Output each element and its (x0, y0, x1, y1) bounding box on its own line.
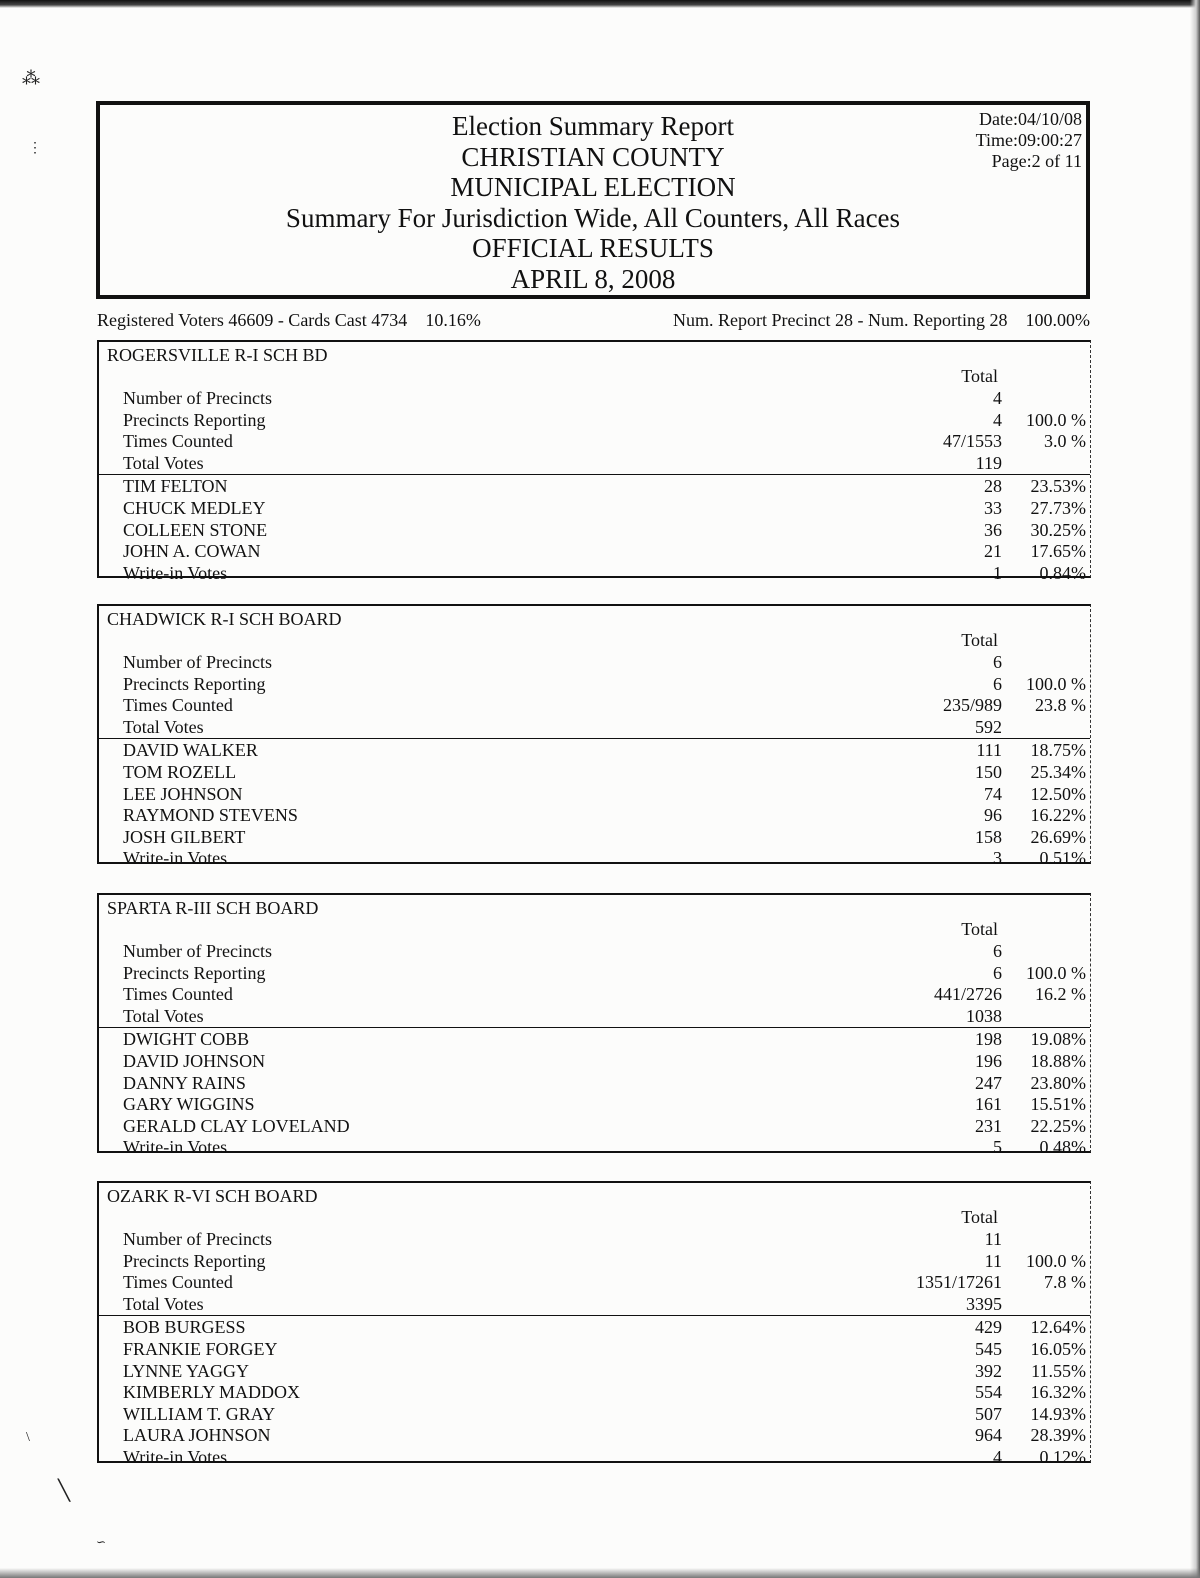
election-date: APRIL 8, 2008 (510, 263, 676, 294)
candidate-votes: 33 (984, 498, 1002, 518)
scan-speck: ╲ (58, 1480, 71, 1502)
scan-speck: \ (26, 1430, 30, 1445)
stat-label: Number of Precincts (123, 652, 272, 672)
stat-value: 47/1553 (942, 431, 1002, 452)
stat-value: 4 (993, 388, 1002, 408)
candidate-row (99, 1361, 1090, 1383)
candidate-votes: 196 (975, 1051, 1002, 1071)
stat-value: 3395 (966, 1293, 1002, 1314)
page-number: Page:2 of 11 (991, 151, 1082, 171)
candidate-votes: 5 (993, 1137, 1002, 1158)
candidate-row (99, 563, 1090, 585)
summary-scope: Summary For Jurisdiction Wide, All Counters, All Races (285, 202, 901, 233)
stat-value: 441/2726 (933, 984, 1002, 1005)
candidate-percent: 15.51% (1030, 1094, 1086, 1115)
candidate-percent: 12.50% (1030, 783, 1086, 804)
candidate-votes: 507 (975, 1403, 1002, 1424)
stat-value: 6 (993, 962, 1002, 983)
candidate-votes: 429 (975, 1317, 1002, 1338)
stat-row (99, 1006, 1090, 1028)
candidate-name: Write-in Votes (123, 562, 228, 583)
stat-value: 6 (993, 673, 1002, 694)
candidate-percent: 25.34% (1030, 762, 1086, 782)
stats-divider (99, 738, 1090, 739)
candidate-row (99, 541, 1090, 563)
candidate-name: LYNNE YAGGY (123, 1360, 250, 1381)
candidate-percent: 27.73% (1030, 498, 1086, 518)
candidate-name: TIM FELTON (123, 476, 228, 497)
candidate-percent: 23.53% (1030, 476, 1086, 497)
candidate-votes: 3 (993, 848, 1002, 869)
precincts-reporting-line (673, 310, 1090, 331)
election-name: MUNICIPAL ELECTION (450, 172, 736, 202)
stat-label: Times Counted (123, 1272, 233, 1293)
race-title: CHADWICK R-I SCH BOARD (107, 609, 342, 629)
stats-divider (99, 1027, 1090, 1028)
county-name: CHRISTIAN COUNTY (461, 141, 725, 172)
stat-row (99, 1251, 1090, 1273)
candidate-name: LAURA JOHNSON (123, 1425, 271, 1446)
stat-row (99, 695, 1090, 717)
candidate-row (99, 1447, 1090, 1469)
scan-edge-top (0, 0, 1200, 8)
scan-speck: ⋮ (28, 141, 42, 156)
candidate-votes: 161 (975, 1094, 1002, 1115)
stat-label: Precincts Reporting (123, 1250, 266, 1271)
stat-value: 119 (975, 452, 1002, 473)
stat-label: Number of Precincts (123, 388, 272, 408)
candidate-row (99, 784, 1090, 806)
stat-row (99, 941, 1090, 963)
registered-voters-text: Registered Voters 46609 - Cards Cast 4734 (97, 310, 408, 330)
stat-row (99, 717, 1090, 739)
candidate-percent: 0.48% (1039, 1137, 1086, 1158)
candidate-row (99, 1029, 1090, 1051)
stat-label: Times Counted (123, 984, 233, 1005)
candidate-name: LEE JOHNSON (123, 783, 243, 804)
stat-label: Total Votes (123, 716, 204, 737)
stat-row (99, 410, 1090, 432)
candidate-row (99, 498, 1090, 520)
race-title: OZARK R-VI SCH BOARD (107, 1186, 318, 1206)
candidate-row (99, 1073, 1090, 1095)
candidate-name: WILLIAM T. GRAY (123, 1403, 276, 1424)
candidate-votes: 28 (984, 476, 1002, 497)
candidate-row (99, 805, 1090, 827)
candidate-percent: 0.12% (1039, 1447, 1086, 1467)
scan-edge-bottom (0, 1568, 1200, 1578)
stat-label: Precincts Reporting (123, 409, 266, 430)
stat-row (99, 652, 1090, 674)
reporting-percent: 100.00% (1025, 310, 1090, 330)
race-title: ROGERSVILLE R-I SCH BD (107, 345, 328, 365)
stat-label: Precincts Reporting (123, 673, 266, 694)
stats-divider (99, 1315, 1090, 1316)
candidate-percent: 12.64% (1030, 1317, 1086, 1338)
candidate-row (99, 1317, 1090, 1339)
stat-percent: 100.0 % (1026, 1250, 1086, 1271)
stat-value: 235/989 (942, 695, 1002, 716)
candidate-name: Write-in Votes (123, 848, 228, 869)
candidate-votes: 545 (975, 1339, 1002, 1359)
race-table (97, 604, 1091, 869)
stat-label: Total Votes (123, 452, 204, 473)
race-table (97, 893, 1091, 1158)
candidate-percent: 28.39% (1030, 1425, 1086, 1446)
candidate-votes: 247 (975, 1072, 1002, 1093)
stat-percent: 23.8 % (1035, 695, 1086, 716)
stat-row (99, 431, 1090, 453)
candidate-name: DANNY RAINS (123, 1072, 246, 1093)
candidate-name: JOSH GILBERT (123, 826, 246, 847)
candidate-row (99, 1404, 1090, 1426)
candidate-name: CHUCK MEDLEY (123, 498, 266, 518)
candidate-votes: 96 (984, 805, 1002, 826)
candidate-row (99, 1051, 1090, 1073)
race-title: SPARTA R-III SCH BOARD (107, 898, 319, 918)
candidate-row (99, 1116, 1090, 1138)
candidate-votes: 1 (993, 562, 1002, 583)
stat-value: 4 (993, 409, 1002, 430)
candidate-votes: 554 (975, 1382, 1002, 1403)
candidate-name: RAYMOND STEVENS (123, 805, 298, 826)
candidate-votes: 231 (975, 1115, 1002, 1136)
stat-label: Times Counted (123, 431, 233, 452)
candidate-votes: 74 (984, 783, 1002, 804)
candidate-row (99, 848, 1090, 870)
candidate-name: JOHN A. COWAN (123, 541, 261, 562)
stat-row (99, 984, 1090, 1006)
stat-row (99, 674, 1090, 696)
candidate-votes: 150 (975, 762, 1002, 782)
results-status: OFFICIAL RESULTS (472, 233, 714, 263)
candidate-name: Write-in Votes (123, 1137, 228, 1158)
candidate-row (99, 1382, 1090, 1404)
total-column-header: Total (961, 919, 998, 939)
candidate-percent: 26.69% (1030, 826, 1086, 847)
candidate-percent: 19.08% (1030, 1029, 1086, 1050)
report-titles (100, 111, 1086, 294)
report-time: Time:09:00:27 (975, 130, 1082, 150)
candidate-row (99, 476, 1090, 498)
candidate-name: FRANKIE FORGEY (123, 1339, 278, 1359)
candidate-name: BOB BURGESS (123, 1317, 246, 1338)
candidate-percent: 16.22% (1030, 805, 1086, 826)
registered-voters-line (97, 310, 481, 331)
stat-value: 592 (975, 716, 1002, 737)
report-header-box (96, 101, 1090, 299)
candidate-name: DAVID WALKER (123, 740, 258, 761)
stat-percent: 100.0 % (1026, 409, 1086, 430)
stat-percent: 3.0 % (1044, 431, 1086, 452)
precincts-reporting-text: Num. Report Precinct 28 - Num. Reporting 28 (673, 310, 1008, 330)
stat-percent: 100.0 % (1026, 673, 1086, 694)
candidate-percent: 18.88% (1030, 1051, 1086, 1071)
stat-percent: 100.0 % (1026, 962, 1086, 983)
candidate-percent: 16.32% (1030, 1382, 1086, 1403)
candidate-percent: 11.55% (1031, 1360, 1086, 1381)
stats-divider (99, 474, 1090, 475)
candidate-votes: 21 (984, 541, 1002, 562)
candidate-row (99, 1425, 1090, 1447)
candidate-percent: 23.80% (1030, 1072, 1086, 1093)
stat-label: Precincts Reporting (123, 962, 266, 983)
candidate-percent: 22.25% (1030, 1115, 1086, 1136)
candidate-votes: 36 (984, 519, 1002, 540)
candidate-name: COLLEEN STONE (123, 519, 268, 540)
candidate-votes: 111 (976, 740, 1002, 761)
stat-row (99, 453, 1090, 475)
scan-speck: ∽ (96, 1535, 107, 1549)
stat-percent: 16.2 % (1035, 984, 1086, 1005)
stat-label: Total Votes (123, 1293, 204, 1314)
stat-value: 11 (984, 1250, 1002, 1271)
race-table (97, 1181, 1091, 1467)
candidate-name: KIMBERLY MADDOX (123, 1382, 301, 1403)
candidate-row (99, 1339, 1090, 1361)
candidate-row (99, 740, 1090, 762)
stat-row (99, 1229, 1090, 1251)
candidate-row (99, 1094, 1090, 1116)
total-column-header: Total (961, 366, 998, 386)
stat-percent: 7.8 % (1044, 1272, 1086, 1293)
candidate-percent: 0.51% (1039, 848, 1086, 869)
stat-row (99, 1272, 1090, 1294)
candidate-name: DAVID JOHNSON (123, 1051, 266, 1071)
stat-row (99, 963, 1090, 985)
candidate-percent: 17.65% (1030, 541, 1086, 562)
total-column-header: Total (961, 1207, 998, 1227)
candidate-votes: 392 (975, 1360, 1002, 1381)
stat-label: Number of Precincts (123, 1229, 272, 1249)
stat-value: 6 (993, 941, 1002, 961)
stat-value: 1351/17261 (915, 1272, 1002, 1293)
candidate-row (99, 520, 1090, 542)
candidate-percent: 14.93% (1030, 1403, 1086, 1424)
candidate-votes: 4 (993, 1447, 1002, 1467)
candidate-row (99, 1137, 1090, 1159)
total-column-header: Total (961, 630, 998, 650)
candidate-name: Write-in Votes (123, 1447, 228, 1467)
candidate-votes: 964 (975, 1425, 1002, 1446)
turnout-percent: 10.16% (425, 310, 481, 330)
candidate-name: DWIGHT COBB (123, 1029, 250, 1050)
stat-label: Total Votes (123, 1005, 204, 1026)
candidate-name: GARY WIGGINS (123, 1094, 255, 1115)
candidate-votes: 198 (975, 1029, 1002, 1050)
race-table (97, 340, 1091, 583)
stat-row (99, 388, 1090, 410)
candidate-percent: 0.84% (1039, 562, 1086, 583)
candidate-percent: 30.25% (1030, 519, 1086, 540)
report-date: Date:04/10/08 (979, 109, 1082, 129)
report-title: Election Summary Report (452, 111, 734, 141)
candidate-votes: 158 (975, 826, 1002, 847)
stat-value: 6 (993, 652, 1002, 672)
stat-value: 1038 (966, 1005, 1002, 1026)
candidate-name: TOM ROZELL (123, 762, 237, 782)
stat-value: 11 (984, 1229, 1002, 1249)
scan-speck: ⁂ (22, 68, 40, 88)
candidate-row (99, 827, 1090, 849)
candidate-percent: 18.75% (1030, 740, 1086, 761)
stat-label: Number of Precincts (123, 941, 272, 961)
report-meta (976, 109, 1082, 172)
stat-row (99, 1294, 1090, 1316)
candidate-name: GERALD CLAY LOVELAND (123, 1115, 350, 1136)
scan-edge-right (1190, 0, 1200, 1578)
stat-label: Times Counted (123, 695, 233, 716)
candidate-percent: 16.05% (1030, 1339, 1086, 1359)
candidate-row (99, 762, 1090, 784)
